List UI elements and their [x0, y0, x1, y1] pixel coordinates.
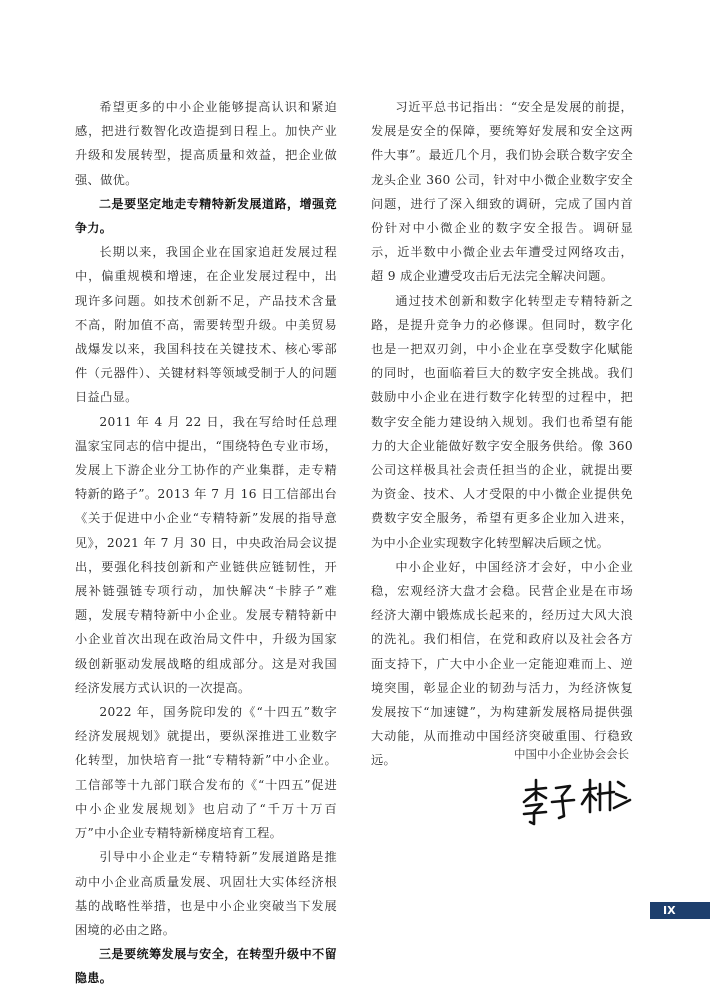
paragraph: 长期以来，我国企业在国家追赶发展过程中，偏重规模和增速，在企业发展过程中，出现许多问题。如技术创新不足，产品技术含量不高，附加值不高，需要转型升级。中美贸易战爆发以来，我国科技在关键技术、核心零部件（元器件）、关键材料等领域受制于人的问题日益凸显。	[75, 245, 337, 405]
section-heading: 三是要统筹发展与安全，在转型升级中不留隐患。	[75, 947, 337, 986]
signature-title: 中国中小企业协会会长	[514, 747, 629, 761]
paragraph: 引导中小企业走“专精特新”发展道路是推动中小企业高质量发展、巩固壮大实体经济根基的战略性举措，也是中小企业突破当下发展困境的必由之路。	[75, 850, 337, 937]
handwritten-signature	[512, 768, 642, 828]
right-column	[371, 95, 633, 773]
paragraph: 中小企业好，中国经济才会好，中小企业稳，宏观经济大盘才会稳。民营企业是在市场经济大潮中锻炼成长起来的，经历过大风大浪的洗礼。我们相信，在党和政府以及社会各方面支持下，广大中小企业一定能迎难而上、逆境突围，彰显企业的韧劲与活力，为经济恢复发展按下“加速键”，为构建新发展格局提供强大动能，从而推动中国经济突破重围、行稳致远。	[371, 559, 633, 768]
paragraph: 希望更多的中小企业能够提高认识和紧迫感，把进行数智化改造提到日程上。加快产业升级和发展转型，提高质量和效益，把企业做强、做优。	[75, 100, 337, 187]
signature-icon	[512, 768, 642, 828]
left-column	[75, 95, 337, 991]
paragraph: 通过技术创新和数字化转型走专精特新之路，是提升竞争力的必修课。但同时，数字化也是一把双刃剑，中小企业在享受数字化赋能的同时，也面临着巨大的数字安全挑战。我们鼓励中小企业在进行数字化转型的过程中，把数字安全能力建设纳入规划。我们也希望有能力的大企业能做好数字安全服务供给。像 360 公司这样极具社会责任担当的企业，就提出要为资金、技术、人才受限的中小微企业提供免费数字安全服务，希望有更多企业加入进来，为中小企业实现数字化转型解决后顾之忧。	[371, 293, 633, 550]
section-heading: 二是要坚定地走专精特新发展道路，增强竞争力。	[75, 196, 337, 236]
paragraph: 2022 年，国务院印发的《“十四五”数字经济发展规划》就提出，要纵深推进工业数字化转型，加快培育一批“专精特新”中小企业。工信部等十九部门联合发布的《“十四五”促进中小企业发展规划》也启动了“千万十万百万”中小企业专精特新梯度培育工程。	[75, 705, 337, 841]
paragraph: 习近平总书记指出：“安全是发展的前提，发展是安全的保障，要统筹好发展和安全这两件大事”。最近几个月，我们协会联合数字安全龙头企业 360 公司，针对中小微企业数字安全问题，进行了深入细致的调研，完成了国内首份针对中小微企业的数字安全报告。调研显示，近半数中小微企业去年遭受过网络攻击，超 9 成企业遭受攻击后无法完全解决问题。	[371, 100, 633, 284]
page-number: IX	[650, 902, 710, 919]
paragraph: 2011 年 4 月 22 日，我在写给时任总理温家宝同志的信中提出，“围绕特色专业市场，发展上下游企业分工协作的产业集群，走专精特新的路子”。2013 年 7 月 16 日工信部出台《关于促进中小企业“专精特新”发展的指导意见》，2021 年 7 月 30 日，中央政治局会议提出，要强化科技创新和产业链供应链韧性，开展补链强链专项行动，加快解决“卡脖子”难题，发展专精特新中小企业。发展专精特新中小企业首次出现在政治局文件中，升级为国家级创新驱动发展战略的组成部分。这是对我国经济发展方式认识的一次提高。	[75, 414, 337, 695]
